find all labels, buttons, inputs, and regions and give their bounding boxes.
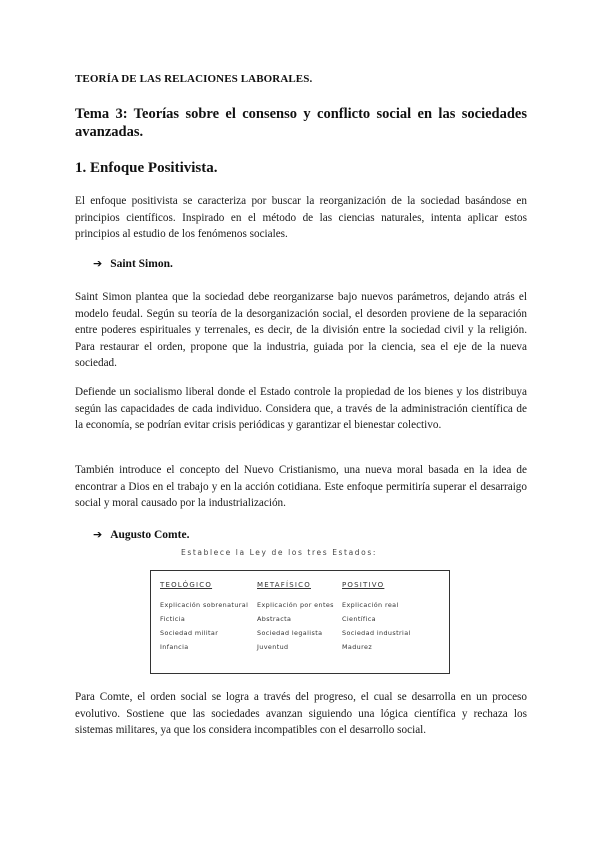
subheading-comte bbox=[93, 528, 189, 541]
intro-paragraph: El enfoque positivista se caracteriza por buscar la reorganización de la sociedad basándose en principios científicos. Inspirado en el método de las ciencias naturales, intenta aplicar estos principios al estudio de los fenómenos sociales. bbox=[75, 195, 527, 240]
subheading-label: Augusto Comte. bbox=[110, 528, 190, 541]
column-title: POSITIVO bbox=[342, 581, 385, 589]
subheading-label: Saint Simon. bbox=[110, 257, 173, 270]
figure-column-teologico bbox=[160, 581, 248, 654]
saint-simon-paragraph-3: También introduce el concepto del Nuevo Cristianismo, una nueva moral basada en la idea de encontrar a Dios en el trabajo y en la acción cotidiana. Este enfoque permitiría superar el desarraigo social y moral causado por la industrialización. bbox=[75, 464, 527, 509]
subheading-saint-simon bbox=[93, 257, 173, 270]
comte-paragraph: Para Comte, el orden social se logra a través del progreso, el cual se desarrolla en un proceso evolutivo. Sostiene que las sociedades avanzan siguiendo una lógica científica y rechaza los sistemas militares, ya que los considera incompatibles con el desarrollo social. bbox=[75, 691, 527, 736]
column-item: Sociedad militar bbox=[160, 629, 219, 637]
saint-simon-paragraph-2: Defiende un socialismo liberal donde el Estado controle la propiedad de los bienes y los distribuya según las capacidades de cada individuo. Considera que, a través de la administración científica de la economía, se podrían evitar crisis periódicas y garantizar el bienestar colectivo. bbox=[75, 386, 527, 431]
figure-column-metafisico bbox=[257, 581, 334, 654]
column-item: Juventud bbox=[257, 643, 289, 651]
figure-caption: Establece la Ley de los tres Estados: bbox=[181, 548, 377, 557]
figure-column-positivo bbox=[342, 581, 411, 654]
document-header: TEORÍA DE LAS RELACIONES LABORALES. bbox=[75, 73, 313, 85]
column-item: Abstracta bbox=[257, 615, 292, 623]
column-item: Científica bbox=[342, 615, 376, 623]
column-item: Explicación sobrenatural bbox=[160, 601, 249, 609]
column-item: Infancia bbox=[160, 643, 189, 651]
column-item: Explicación real bbox=[342, 601, 399, 609]
column-title: TEOLÓGICO bbox=[160, 581, 213, 589]
three-states-figure bbox=[150, 570, 450, 674]
column-item: Ficticia bbox=[160, 615, 186, 623]
column-item: Explicación por entes bbox=[257, 601, 334, 609]
column-item: Sociedad industrial bbox=[342, 629, 411, 637]
saint-simon-paragraph-1: Saint Simon plantea que la sociedad debe reorganizarse bajo nuevos parámetros, dejando atrás el modelo feudal. Según su teoría de la desorganización social, el desorden proviene de la separación entre poderes espirituales y terrenales, es decir, de la división entre la sociedad civil y la religión. Para restaurar el orden, propone que la industria, guiada por la ciencia, sea el eje de la nueva sociedad. bbox=[75, 291, 527, 369]
column-title: METAFÍSICO bbox=[257, 581, 311, 589]
column-item: Sociedad legalista bbox=[257, 629, 323, 637]
arrow-right-icon: ➔ bbox=[93, 257, 103, 270]
column-item: Madurez bbox=[342, 643, 373, 651]
arrow-right-icon: ➔ bbox=[93, 528, 103, 541]
topic-title: Tema 3: Teorías sobre el consenso y conflicto social en las sociedades avanzadas. bbox=[75, 106, 527, 140]
section-heading: 1. Enfoque Positivista. bbox=[75, 160, 218, 176]
